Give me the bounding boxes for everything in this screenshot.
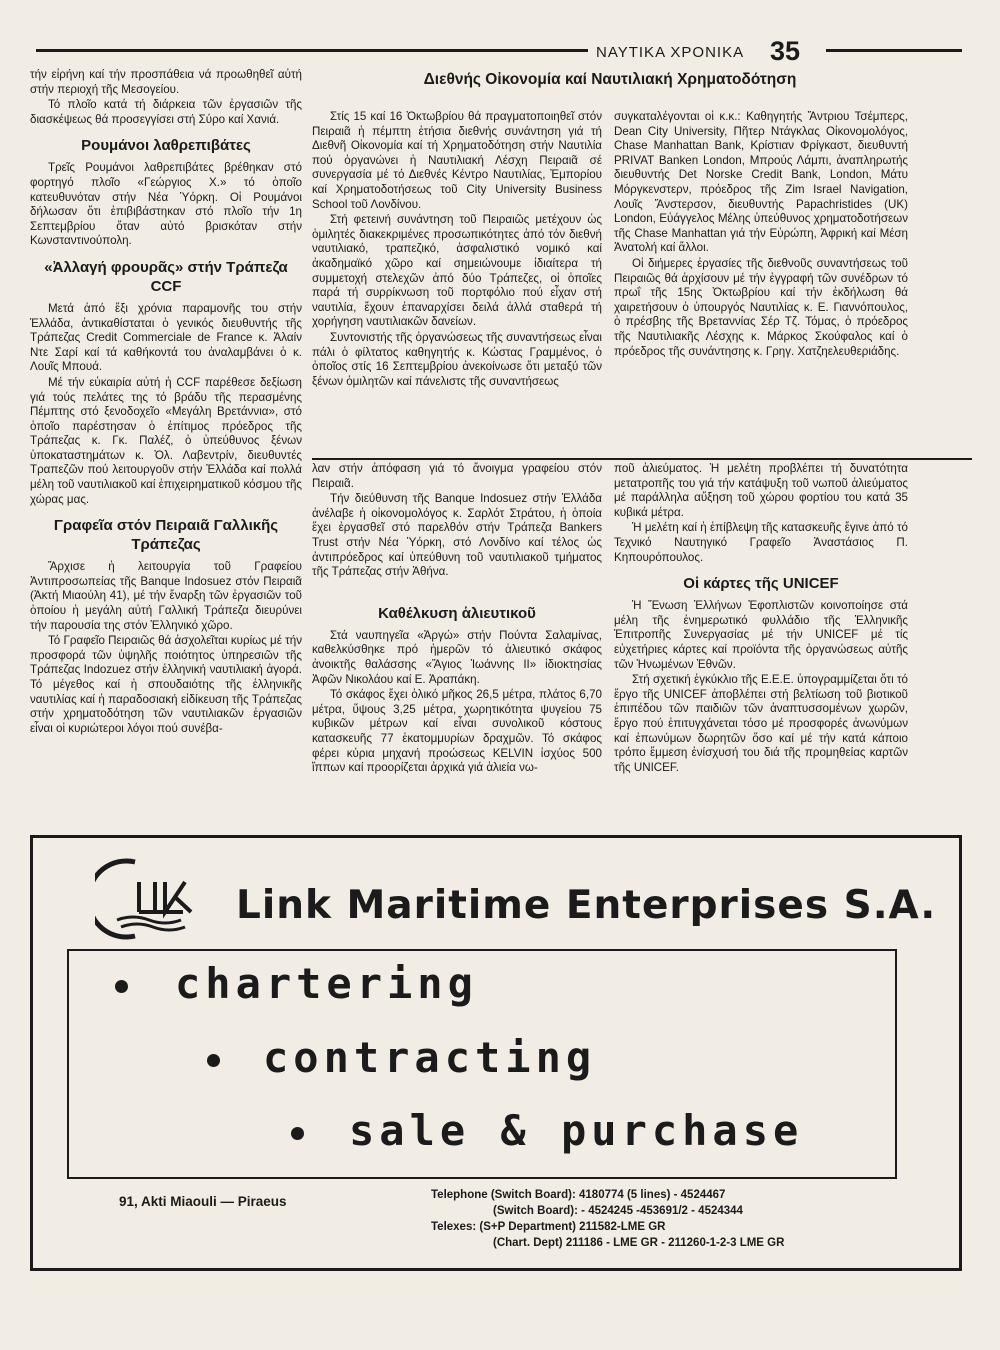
article-paragraph: Τήν διεύθυνση τῆς Banque Indosuez στήν Ἑλλάδα ἀνέλαβε ἡ οἰκονομολόγος κ. Σαρλότ Στράτου, ἡ ὁποία ἔχει ἐργασθεῖ στό παρελθόν στήν Τράπεζα Bankers Trust στήν Νέα Ὑόρκη, στό Λονδίνο καί τέλος ὡς ἀντιπρόεδρος καί ὑπεύθυνη τοῦ ναυτιλιακοῦ τμήματος τῆς Τράπεζας στήν Ἀθήνα. xyxy=(312,492,602,579)
advertisement-link-maritime xyxy=(30,835,962,1271)
feature-column-left xyxy=(312,110,602,390)
masthead-title: ΝΑΥΤΙΚΑ ΧΡΟΝΙΚΑ xyxy=(596,44,745,61)
masthead-rule-left xyxy=(36,49,588,52)
article-paragraph: Μετά ἀπό ἔξι χρόνια παραμονῆς του στήν Ἑλλάδα, ἀντικαθίσταται ὁ γενικός διευθυντής τῆς Τράπεζας Credit Commerciale de France κ. Ἀλαίν Ντε Σαρί καί τά καθήκοντά του ἀναλαμβάνει ὁ κ. Λουῖς Μπουά. xyxy=(30,301,302,374)
feature-paragraph: Στή φετεινή συνάντηση τοῦ Πειραιῶς μετέχουν ὡς ὁμιλητές διακεκριμένες προσωπικότητες ἀπό τόν διεθνή ναυτιλιακό, τραπεζικό, ἀσφαλιστικό νομικό καί ἀκαδημαϊκό χῶρο καί σημειώνουμε ἰδιαίτερα τή συμμετοχή στελεχῶν ἀπό δύο Τράπεζες, οἱ ὁποῖες παρά τή συρρίκνωση τοῦ πορτφόλιο πού εἶχαν στή ναυτιλία, ἔχουν ἐπαναρχίσει δειλά ἀλλά σταθερά τή χορήγηση ναυτιλιακῶν δανείων. xyxy=(312,213,602,329)
headline-fishing-vessel-launch: Καθέλκυση ἁλιευτικοῦ xyxy=(378,604,536,622)
headline-unicef-cards: Οἱ κάρτες τῆς UNICEF xyxy=(683,575,839,593)
article-paragraph: Στή σχετική ἐγκύκλιο τῆς Ε.Ε.Ε. ὑπογραμμίζεται ὅτι τό ἔργο τῆς UNICEF ἀποβλέπει στή βελτίωση τοῦ βιοτικοῦ ἐπιπέδου τῶν παιδιῶν τῶν ἀναπτυσσομένων χωρῶν, ἔργο πού ἐπιτυγχάνεται τόσο μέ προσφορές ἀνωνύμων καί ἐπωνύμων δωρητῶν ὅσο καί μέ τήν κατά κάποιο τρόπο ἔμμεση ἐνίσχυσή του διά τῆς προμηθείας καρτῶν τῆς UNICEF. xyxy=(614,673,908,774)
ship-logo-icon xyxy=(95,852,215,942)
article-paragraph: Μέ τήν εὐκαιρία αὐτή ἡ CCF παρέθεσε δεξίωση γιά τούς πελάτες της τό βράδυ τῆς περασμένης Πέμπτης στό ξενοδοχεῖο «Μεγάλη Βρετάννια», στό ὁποῖο παρέστησαν ὁ ἐπίτιμος πρόεδρος τῆς Τράπεζας κ. Γκ. Παλέζ, ὁ ὑπεύθυνος ξένων ὑποκαταστημάτων κ. Ὀλ. Λαβεντρίν, διευθυντές Τραπεζῶν πού λειτουργοῦν στήν Ἑλλάδα καί πολλά μέλη τοῦ ναυτιλιακοῦ καί ἐπιχειρηματικοῦ κόσμου τῆς χώρας μας. xyxy=(30,375,303,506)
feature-paragraph: Στίς 15 καί 16 Ὀκτωβρίου θά πραγματοποιηθεῖ στόν Πειραιᾶ ἡ πέμπτη ἐτήσια διεθνής συνάντηση γιά τή Διεθνῆ Οἰκονομία καί τή Χρηματοδότηση στήν Ναυτιλία πού ὀργανώνει ἡ Ναυτιλιακή Λέσχη Πειραιᾶ σέ συνεργασία μέ τό Διεθνές Κέντρο Ναυτιλίας, Ἐμπορίου καί Χρηματοδοτήσεως τοῦ City University Business School τοῦ Λονδίνου. xyxy=(312,110,602,211)
feature-divider-rule xyxy=(312,458,972,460)
headline-ccf-change: «Ἀλλαγή φρουρᾶς» στήν Τράπεζα CCF xyxy=(44,258,288,295)
company-name: Link Maritime Enterprises S.A. xyxy=(236,883,937,928)
headline-french-bank-office: Γραφεῖα στόν Πειραιᾶ Γαλλικῆς Τράπεζας xyxy=(53,517,279,554)
article-paragraph: Τό Γραφεῖο Πειραιῶς θά ἀσχολεῖται κυρίως μέ τήν προσφορά τῶν ὑψηλῆς ποιότητος ὑπηρεσιῶν τῆς Τράπεζας Indozuez στήν ἑλληνική ναυτιλιακή ἀγορά. Τό μέγεθος καί ἡ σπουδαιότης τῆς ἑλληνικῆς ναυτιλίας καί ἡ παραδοσιακή εἰδίκευση τῆς Τράπεζας στήν χρηματοδότηση τῶν ναυτιλιακῶν ἐργασιῶν εἶναι οἱ κυριώτεροι λόγοι πού συνέβα- xyxy=(30,634,302,735)
headline-feature: Διεθνής Οἰκονομία καί Ναυτιλιακή Χρηματοδότηση xyxy=(423,71,797,88)
column-right xyxy=(614,462,908,776)
bullet-icon xyxy=(115,980,128,993)
contact-telex: Telexes: (S+P Department) 211582-LME GR xyxy=(431,1221,666,1233)
headline-romanian-stowaways: Ρουμάνοι λαθρεπιβάτες xyxy=(81,137,251,155)
article-paragraph: λαν στήν ἀπόφαση γιά τό ἄνοιγμα γραφείου στόν Πειραιᾶ. xyxy=(312,462,602,490)
article-paragraph: Τρεῖς Ρουμάνοι λαθρεπιβάτες βρέθηκαν στό φορτηγό πλοῖο «Γεώργιος Χ.» τό ὁποῖο κατευθυνόταν στήν Νέα Ὑόρκη. Οἱ Ρουμάνοι δήλωσαν ὅτι ἐπιβιβάστηκαν στό πλοῖο τήν 1η Σεπτεμβρίου ὅταν αὐτό βρισκόταν στήν Κωνσταντινούπολη. xyxy=(30,161,302,248)
contact-chart-dept: (Chart. Dept) 211186 - LME GR - 211260-1-2-3 LME GR xyxy=(493,1237,785,1249)
article-paragraph: Στά ναυπηγεῖα «Ἀργώ» στήν Πούντα Σαλαμίνας, καθελκύσθηκε πρό ἡμερῶν τό ἁλιευτικό σκάφος ἀνοικτῆς θαλάσσης «Ἅγιος Ἰωάννης ΙΙ» ἰδιοκτησίας Ἀφῶν Νικολάου καί Ε. Ἀραπάκη. xyxy=(312,628,602,686)
article-paragraph: ποῦ ἁλιεύματος. Ἡ μελέτη προβλέπει τή δυνατότητα μετατροπῆς του γιά τήν κατάψυξη τοῦ νωποῦ ἁλιεύματος μέ παράλληλα αὔξηση τοῦ χώρου φορτίου του κατά 35 κυβικά μέτρα. xyxy=(614,462,908,519)
company-address: 91, Akti Miaouli — Piraeus xyxy=(119,1194,287,1209)
link-logo xyxy=(95,852,215,942)
service-chartering: chartering xyxy=(175,959,478,1008)
column-middle xyxy=(312,462,602,777)
feature-column-right xyxy=(614,110,908,360)
contact-switchboard: (Switch Board): - 4524245 -453691/2 - 4524344 xyxy=(493,1205,743,1217)
bullet-icon xyxy=(291,1127,304,1140)
feature-paragraph: Συντονιστής τῆς ὀργανώσεως τῆς συναντήσεως εἶναι πάλι ὁ φίλτατος καθηγητής κ. Κώστας Γραμμένος, ὁ ὁποῖος στίς 16 Σεπτεμβρίου ἀνεκοίνωσε ὅτι μεταξύ τῶν ξένων ὁμιλητῶν καί πάνελιστς τῆς συναντήσεως xyxy=(312,330,602,388)
services-box xyxy=(67,949,897,1179)
article-paragraph: Ἡ μελέτη καί ἡ ἐπίβλεψη τῆς κατασκευῆς ἔγινε ἀπό τό Τεχνικό Ναυτηγικό Γραφεῖο Ἀναστάσιος Π. Κηπουρόπουλος. xyxy=(614,521,908,564)
intro-paragraph: τήν εἰρήνη καί τήν προσπάθεια νά προωθηθεῖ αὐτή στήν περιοχή τῆς Μεσογείου. xyxy=(30,68,302,96)
contact-telephone: Telephone (Switch Board): 4180774 (5 lines) - 4524467 xyxy=(431,1189,726,1201)
page-number: 35 xyxy=(770,36,801,66)
column-left xyxy=(30,68,302,737)
service-contracting: contracting xyxy=(263,1033,597,1082)
feature-paragraph: συγκαταλέγονται οἱ κ.κ.: Καθηγητής Ἄντριου Τσέμπερς, Dean City University, Πῆτερ Ντάγκλας Οἰκονομολόγος, Chase Manhattan Bank, Κρίστιαν Φρίγκαστ, διευθυντή PRIVAT Banken London, Μπρούς Λάμπι, ἀναπληρωτής διευθυντής Det Norske Credit Bank, London, Μάτυ Μόργκενστερν, πρόεδρος τῆς Zim Israel Navigation, Λουῖς Ἄνστερσον, διευθυντής Papachristides (UK) London, Εὐάγγελος Μέλης ὑπεύθυνος χρηματοδοτήσεων τῆς Chase Manhattan γιά τήν Εὐρώπη, Ἀφρική καί Μέση Ἀνατολή καί ἄλλοι. xyxy=(614,110,908,255)
bullet-icon xyxy=(207,1054,220,1067)
feature-paragraph: Οἱ διήμερες ἐργασίες τῆς διεθνοῦς συναντήσεως τοῦ Πειραιῶς θά ἀρχίσουν μέ τήν ἐγγραφή τῶν συνέδρων τό πρωΐ τῆς 15ης Ὀκτωβρίου καί τήν ἐκδήλωση θά χαιρετήσουν ὁ ὑπουργός Ναυτιλίας κ. Ε. Γιαννόπουλος, ὁ πρέσβης τῆς Βρεταννίας Σέρ Τζ. Τόμας, ὁ πρόεδρος τῆς Ναυτιλιακῆς Λέσχης κ. Μάρκος Σκούφαλος καί ὁ πρόεδρος τῆς συνάντησης κ. Γρηγ. Χατζηελευθεριάδης. xyxy=(614,256,908,358)
masthead-rule-right xyxy=(826,49,962,52)
intro-paragraph: Τό πλοῖο κατά τή διάρκεια τῶν ἐργασιῶν τῆς διασκέψεως θά προσεγγίσει στή Σύρο καί Χανιά. xyxy=(30,98,302,126)
article-paragraph: Ἄρχισε ἡ λειτουργία τοῦ Γραφείου Ἀντιπροσωπείας τῆς Banque Indosuez στόν Πειραιᾶ (Ἀκτή Μιαούλη 41), μέ τήν ἔναρξη τῶν ἐργασιῶν τοῦ ὁποίου ἡ μεγάλη αὐτή Γαλλική Τράπεζα διευρύνει τήν παρουσία της στόν Ἑλληνικό χῶρο. xyxy=(30,560,302,632)
article-paragraph: Τό σκάφος ἔχει ὁλικό μῆκος 26,5 μέτρα, πλάτος 6,70 μέτρα, ὕψους 3,25 μέτρα, χωρητικότητα ψυγείου 75 κυβικῶν μέτρων καί εἶναι συνολικοῦ κόστους κατασκευῆς 77 ἑκατομμυρίων δραχμῶν. Τό σκάφος φέρει κύρια μηχανή προώσεως KELVIN ἰσχύος 500 ἵππων καί προορίζεται ἀρχικά γιά ἁλιεία νω- xyxy=(312,688,602,775)
service-sale-purchase: sale & purchase xyxy=(349,1106,804,1155)
article-paragraph: Ἡ Ἕνωση Ἑλλήνων Ἐφοπλιστῶν κοινοποίησε στά μέλη τῆς ἐνημερωτικό φυλλάδιο τῆς Ἑλληνικῆς Ἐπιτροπῆς Συνεργασίας μέ τήν UNICEF μέ τίς εὐχετήριες κάρτες καί προϊόντα τῆς ὀργανώσεως αὐτῆς τῶν Ἡνωμένων Ἐθνῶν. xyxy=(614,599,908,671)
